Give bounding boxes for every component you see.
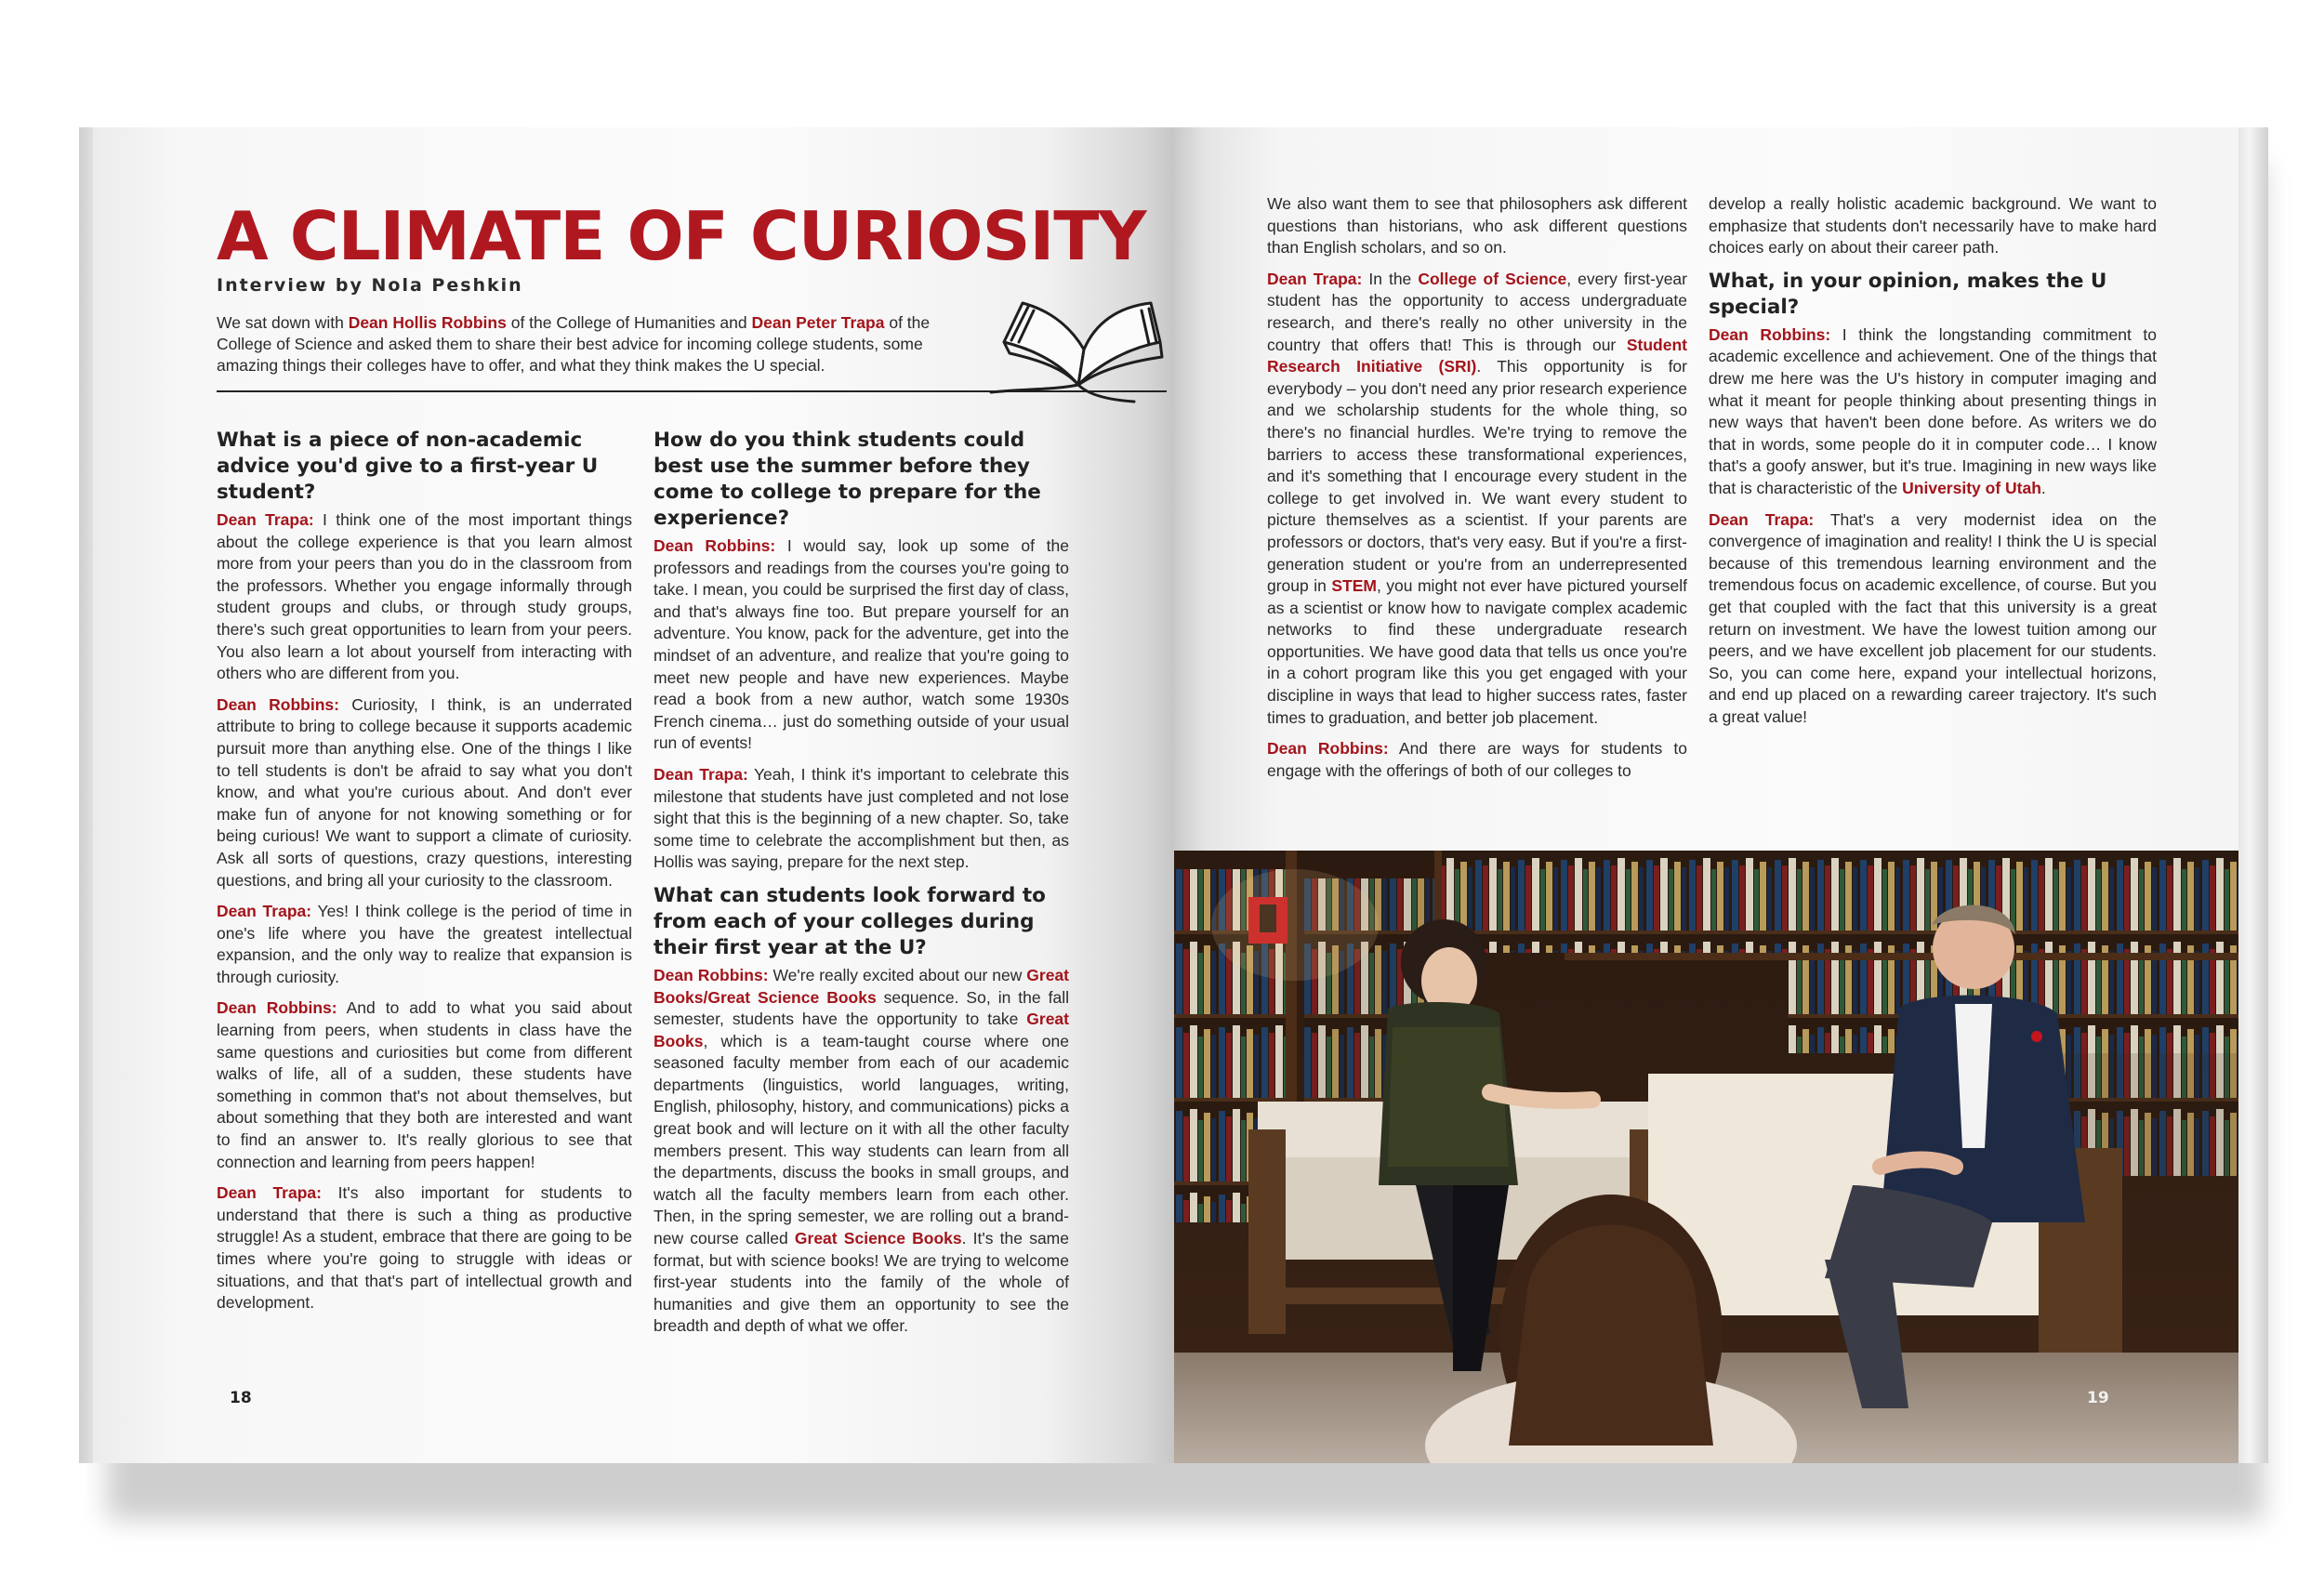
question-heading: What, in your opinion, makes the U special?: [1709, 269, 2107, 319]
answer-paragraph: Dean Trapa: It's also important for students to understand that there is such a thing as productive struggle! As a student, embrace that there are going to be times where you're going to struggle with ideas or situations, and that that's part of intellectual growth and development.: [217, 1183, 632, 1313]
stem-link[interactable]: STEM: [1331, 576, 1377, 596]
speaker-label: Dean Trapa:: [1267, 269, 1363, 288]
answer-paragraph: Dean Trapa: Yeah, I think it's important to celebrate this milestone that students have just completed and not lose sight that this is the beginning of a new chapter. So, take some time to celebrate the accomplishment but then, as Hollis was saying, prepare for the next step.: [654, 764, 1069, 872]
dean-robbins-name: Dean Hollis Robbins: [348, 313, 507, 332]
answer-paragraph: Dean Robbins: We're really excited about our new Great Books/Great Science Books sequence. So, in the fall semester, students have the opportunity to take Great Books, which is a team-taught course where one seasoned faculty member from each of our academic departments (linguistics, world languages, writing, English, philosophy, history, and communications) picks a great book and will lecture on it with all the other faculty members present. This way students can learn from all the departments, discuss the books in small groups, and watch all the faculty members learn from each other. Then, in the spring semester, we are rolling out a brand-new course called Great Science Books. It's the same format, but with science books! We are trying to welcome first-year students into the family of the whole of humanities and give them an opportunity to see the breadth and depth of what we offer.: [654, 965, 1070, 1336]
answer-paragraph: Dean Robbins: I think the longstanding commitment to academic excellence and achievement. One of the things that drew me here was the U's history in computer imaging and what it meant for people thinking about presenting things in new ways that haven't been done before. As writers we do that in words, some people do it in computer code… I know that's a goofy answer, but it's true. Imagining in new ways like that is characteristic of the University of Utah.: [1709, 324, 2157, 497]
article-intro: We sat down with Dean Hollis Robbins of the College of Humanities and Dean Peter Trapa of the College of Science and asked them to share their best advice for incoming college students, some amazing things their colleges have to offer, and what they think makes the U special.: [217, 313, 931, 375]
question-heading: How do you think students could best use the summer before they come to college to prepare for the experience?: [654, 429, 1041, 530]
answer-paragraph: Dean Robbins: And there are ways for students to engage with the offerings of both of our colleges to: [1267, 739, 1687, 780]
article-byline: Interview by Nola Peshkin: [217, 275, 523, 296]
question-heading: What can students look forward to from each of your colleges during their first year at the U?: [654, 883, 1046, 959]
page-number-left: 18: [230, 1389, 252, 1407]
speaker-label: Dean Robbins:: [654, 965, 769, 984]
speaker-label: Dean Trapa:: [1709, 509, 1815, 529]
answer-paragraph: Dean Trapa: In the College of Science, every first-year student has the opportunity to access undergraduate research, and there's really no other university in the country that offers that! This is through our Student Research Initiative (SRI). This opportunity is for everybody – you don't need any prior research experience and we scholarship students for the whole thing, so there's no financial hurdles. We're trying to remove the barriers to access these transformational experiences, and it's something that I encourage every student in the college to get involved in. We want every student to picture themselves as a scientist. If your parents are professors or doctors, that's very easy. But if you're a first-generation student or you're from an underrepresented group in STEM, you might not ever have pictured yourself as a scientist or know how to navigate complex academic networks to find these undergraduate research opportunities. We have good data that tells us once you're in a cohort program like this you get engaged with your discipline in ways that lead to higher success rates, faster times to graduation, and better job placement.: [1267, 269, 1687, 727]
speaker-label: Dean Robbins:: [217, 998, 337, 1018]
answer-paragraph: Dean Trapa: Yes! I think college is the period of time in one's life where you have the greatest intellectual expansion, and the only way to realize that expansion is through curiosity.: [217, 902, 632, 986]
question-heading: What is a piece of non-academic advice you'd give to a first-year U student?: [217, 429, 599, 504]
column-4: [1709, 193, 2157, 737]
column-1: [217, 428, 632, 1324]
column-3: [1267, 193, 1687, 791]
answer-paragraph: Dean Trapa: That's a very modernist idea on the convergence of imagination and reality! I think the U is special because of this tremendous learning environment and the tremendous focus on academic excellence, of course. But you get that coupled with the fact that this university is a great return on investment. We have the lowest tuition among our peers, and we have excellent job placement for our students. So, you can come here, expand your intellectual horizons, and end up placed on a rewarding career trajectory. It's such a great value!: [1709, 509, 2157, 726]
speaker-label: Dean Robbins:: [654, 536, 776, 555]
speaker-label: Dean Trapa:: [217, 1183, 322, 1203]
answer-paragraph: Dean Robbins: And to add to what you said about learning from peers, when students in class have the same questions and curiosities but come from different walks of life, all of a sudden, these students have something in common that's not about themselves, but about something that they both are interested and want to find an answer to. It's really glorious to see that connection and learning from peers happen!: [217, 998, 632, 1171]
speaker-label: Dean Trapa:: [217, 902, 312, 921]
answer-paragraph: Dean Trapa: I think one of the most important things about the college experience is that you learn almost more from your peers than you do in the classroom from the professors. Whether you engage informally through student groups and clubs, or through study groups, there's such great opportunities to learn from your peers. You also learn a lot about yourself from interacting with others who are different from you.: [217, 510, 632, 683]
sri-link[interactable]: Student Research Initiative (SRI): [1267, 335, 1687, 376]
speaker-label: Dean Robbins:: [217, 694, 339, 714]
answer-paragraph: Dean Robbins: Curiosity, I think, is an underrated attribute to bring to college because it supports academic pursuit more than anything else. One of the things I like to tell students is don't be afraid to say what you don't know, and what you're curious about. And don't ever make fun of anyone for not knowing something or for being curious! We want to support a climate of curiosity. Ask all sorts of questions, crazy questions, interesting questions, and bring all your curiosity to the classroom.: [217, 694, 632, 890]
article-title: A CLIMATE OF CURIOSITY: [217, 197, 1146, 275]
interview-photo: [1174, 851, 2238, 1463]
college-of-science-link[interactable]: College of Science: [1418, 269, 1567, 288]
dean-trapa-name: Dean Peter Trapa: [751, 313, 885, 332]
great-books-link[interactable]: Great Books: [654, 1010, 1069, 1050]
speaker-label: Dean Robbins:: [1709, 324, 1831, 344]
continued-paragraph: develop a really holistic academic background. We want to emphasize that students don't necessarily have to make hard choices early on about their career path.: [1709, 194, 2157, 257]
page-number-right: 19: [2087, 1389, 2109, 1407]
open-book-icon: [985, 296, 1176, 407]
speaker-label: Dean Trapa:: [217, 510, 314, 529]
speaker-label: Dean Trapa:: [654, 764, 748, 784]
great-science-books-link[interactable]: Great Science Books: [794, 1229, 962, 1248]
great-books-sequence-link[interactable]: Great Books/Great Science Books: [654, 965, 1070, 1007]
continued-paragraph: We also want them to see that philosophers ask different questions than historians, who ask different questions than English scholars, and so on.: [1267, 194, 1687, 257]
column-2: [654, 428, 1069, 1347]
university-of-utah-link[interactable]: University of Utah: [1902, 478, 2041, 497]
speaker-label: Dean Robbins:: [1267, 739, 1389, 759]
answer-paragraph: Dean Robbins: I would say, look up some of the professors and readings from the courses you're going to take. I mean, you could be surprised the first day of class, and that's always fine too. But prepare yourself for an adventure. You know, pack for the adventure, get into the mindset of an adventure, and realize that you're going to meet new people and have new experiences. Maybe read a book from a new author, watch some 1930s French cinema… just do something outside of your usual run of events!: [654, 536, 1069, 753]
